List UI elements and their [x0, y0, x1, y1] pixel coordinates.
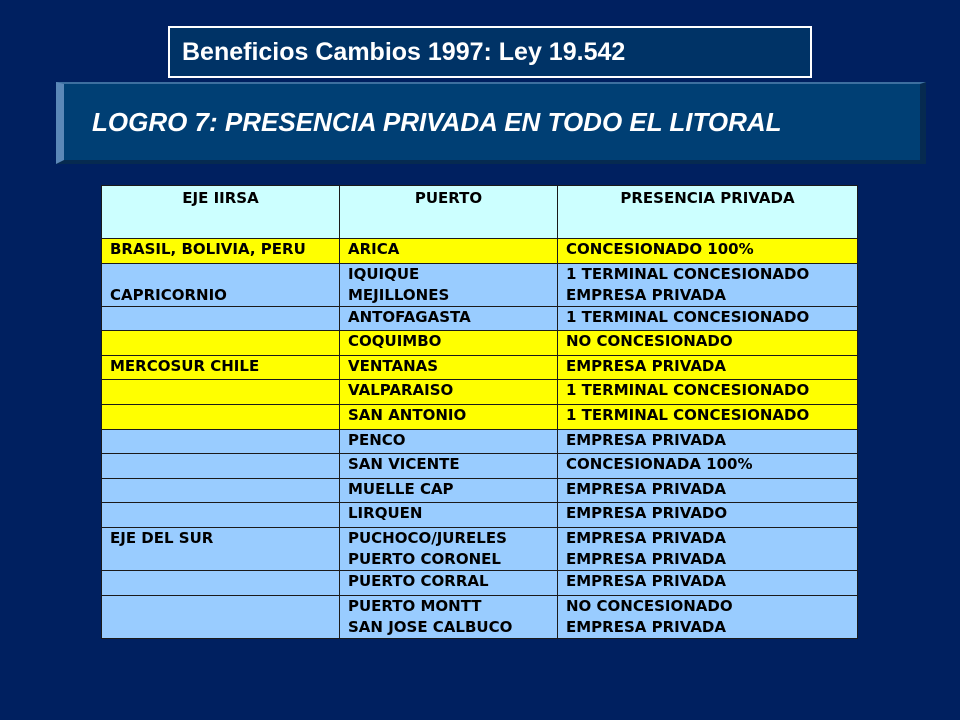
cell-eje: [102, 454, 340, 479]
header-puerto: PUERTO: [340, 186, 558, 239]
table-row: [102, 454, 858, 479]
cell-puerto: [340, 527, 558, 570]
slide-title-text: Beneficios Cambios 1997: Ley 19.542: [182, 37, 626, 66]
cell-presencia: CONCESIONADO 100%: [558, 239, 858, 264]
cell-eje: [102, 263, 340, 306]
table-row: [102, 570, 858, 595]
table-row: [102, 331, 858, 356]
cell-presencia-line: NO CONCESIONADO: [566, 596, 733, 615]
cell-presencia: [558, 527, 858, 570]
banner-text: LOGRO 7: PRESENCIA PRIVADA EN TODO EL LITORAL: [92, 106, 782, 137]
section-banner: [56, 82, 926, 164]
cell-presencia: EMPRESA PRIVADA: [558, 570, 858, 595]
cell-puerto-line: SAN JOSE CALBUCO: [348, 617, 513, 636]
cell-eje: MERCOSUR CHILE: [102, 355, 340, 380]
cell-eje: [102, 503, 340, 528]
cell-eje: [102, 306, 340, 331]
cell-puerto: SAN ANTONIO: [340, 404, 558, 429]
cell-eje-line: [110, 264, 331, 285]
cell-puerto-line: MEJILLONES: [348, 285, 450, 304]
cell-presencia: 1 TERMINAL CONCESIONADO: [558, 404, 858, 429]
table-row: [102, 429, 858, 454]
cell-presencia-line: 1 TERMINAL CONCESIONADO: [566, 264, 810, 283]
cell-puerto: ANTOFAGASTA: [340, 306, 558, 331]
cell-puerto: [340, 263, 558, 306]
cell-puerto: PUERTO CORRAL: [340, 570, 558, 595]
table-row: [102, 503, 858, 528]
cell-presencia: EMPRESA PRIVADO: [558, 503, 858, 528]
cell-presencia: [558, 595, 858, 638]
cell-eje: [102, 478, 340, 503]
table-row: [102, 478, 858, 503]
header-eje: EJE IIRSA: [102, 186, 340, 239]
table-header-row: [102, 186, 858, 239]
cell-puerto: VENTANAS: [340, 355, 558, 380]
cell-presencia: EMPRESA PRIVADA: [558, 429, 858, 454]
cell-presencia: EMPRESA PRIVADA: [558, 478, 858, 503]
cell-eje: [102, 527, 340, 570]
cell-presencia: EMPRESA PRIVADA: [558, 355, 858, 380]
cell-puerto: PENCO: [340, 429, 558, 454]
cell-eje: [102, 331, 340, 356]
cell-puerto-line: IQUIQUE: [348, 264, 420, 283]
cell-eje: [102, 570, 340, 595]
cell-puerto: COQUIMBO: [340, 331, 558, 356]
cell-presencia-line: EMPRESA PRIVADA: [566, 549, 726, 568]
cell-puerto: VALPARAISO: [340, 380, 558, 405]
cell-eje: [102, 404, 340, 429]
cell-eje-line: [110, 596, 331, 617]
cell-presencia: 1 TERMINAL CONCESIONADO: [558, 306, 858, 331]
cell-puerto: LIRQUEN: [340, 503, 558, 528]
table-row: [102, 595, 858, 638]
ports-table: [101, 185, 858, 639]
cell-puerto-line: PUCHOCO/JURELES: [348, 528, 507, 547]
cell-presencia: CONCESIONADA 100%: [558, 454, 858, 479]
table-row: [102, 306, 858, 331]
cell-eje-line: [110, 617, 331, 638]
table-row: [102, 355, 858, 380]
cell-presencia-line: EMPRESA PRIVADA: [566, 617, 726, 636]
table-row: [102, 263, 858, 306]
cell-puerto: MUELLE CAP: [340, 478, 558, 503]
cell-puerto: ARICA: [340, 239, 558, 264]
cell-presencia-line: EMPRESA PRIVADA: [566, 528, 726, 547]
cell-eje: [102, 380, 340, 405]
cell-eje-line: CAPRICORNIO: [110, 285, 227, 304]
table-row: [102, 380, 858, 405]
table-row: [102, 239, 858, 264]
cell-eje: BRASIL, BOLIVIA, PERU: [102, 239, 340, 264]
cell-presencia-line: EMPRESA PRIVADA: [566, 285, 726, 304]
cell-eje-line: [110, 549, 331, 570]
cell-presencia: 1 TERMINAL CONCESIONADO: [558, 380, 858, 405]
cell-puerto-line: PUERTO CORONEL: [348, 549, 501, 568]
cell-eje-line: EJE DEL SUR: [110, 528, 214, 547]
cell-puerto: SAN VICENTE: [340, 454, 558, 479]
cell-presencia: [558, 263, 858, 306]
table-row: [102, 527, 858, 570]
slide-title: [168, 26, 812, 78]
cell-eje: [102, 595, 340, 638]
cell-puerto-line: PUERTO MONTT: [348, 596, 482, 615]
table-row: [102, 404, 858, 429]
cell-puerto: [340, 595, 558, 638]
cell-presencia: NO CONCESIONADO: [558, 331, 858, 356]
cell-eje: [102, 429, 340, 454]
header-presencia: PRESENCIA PRIVADA: [558, 186, 858, 239]
